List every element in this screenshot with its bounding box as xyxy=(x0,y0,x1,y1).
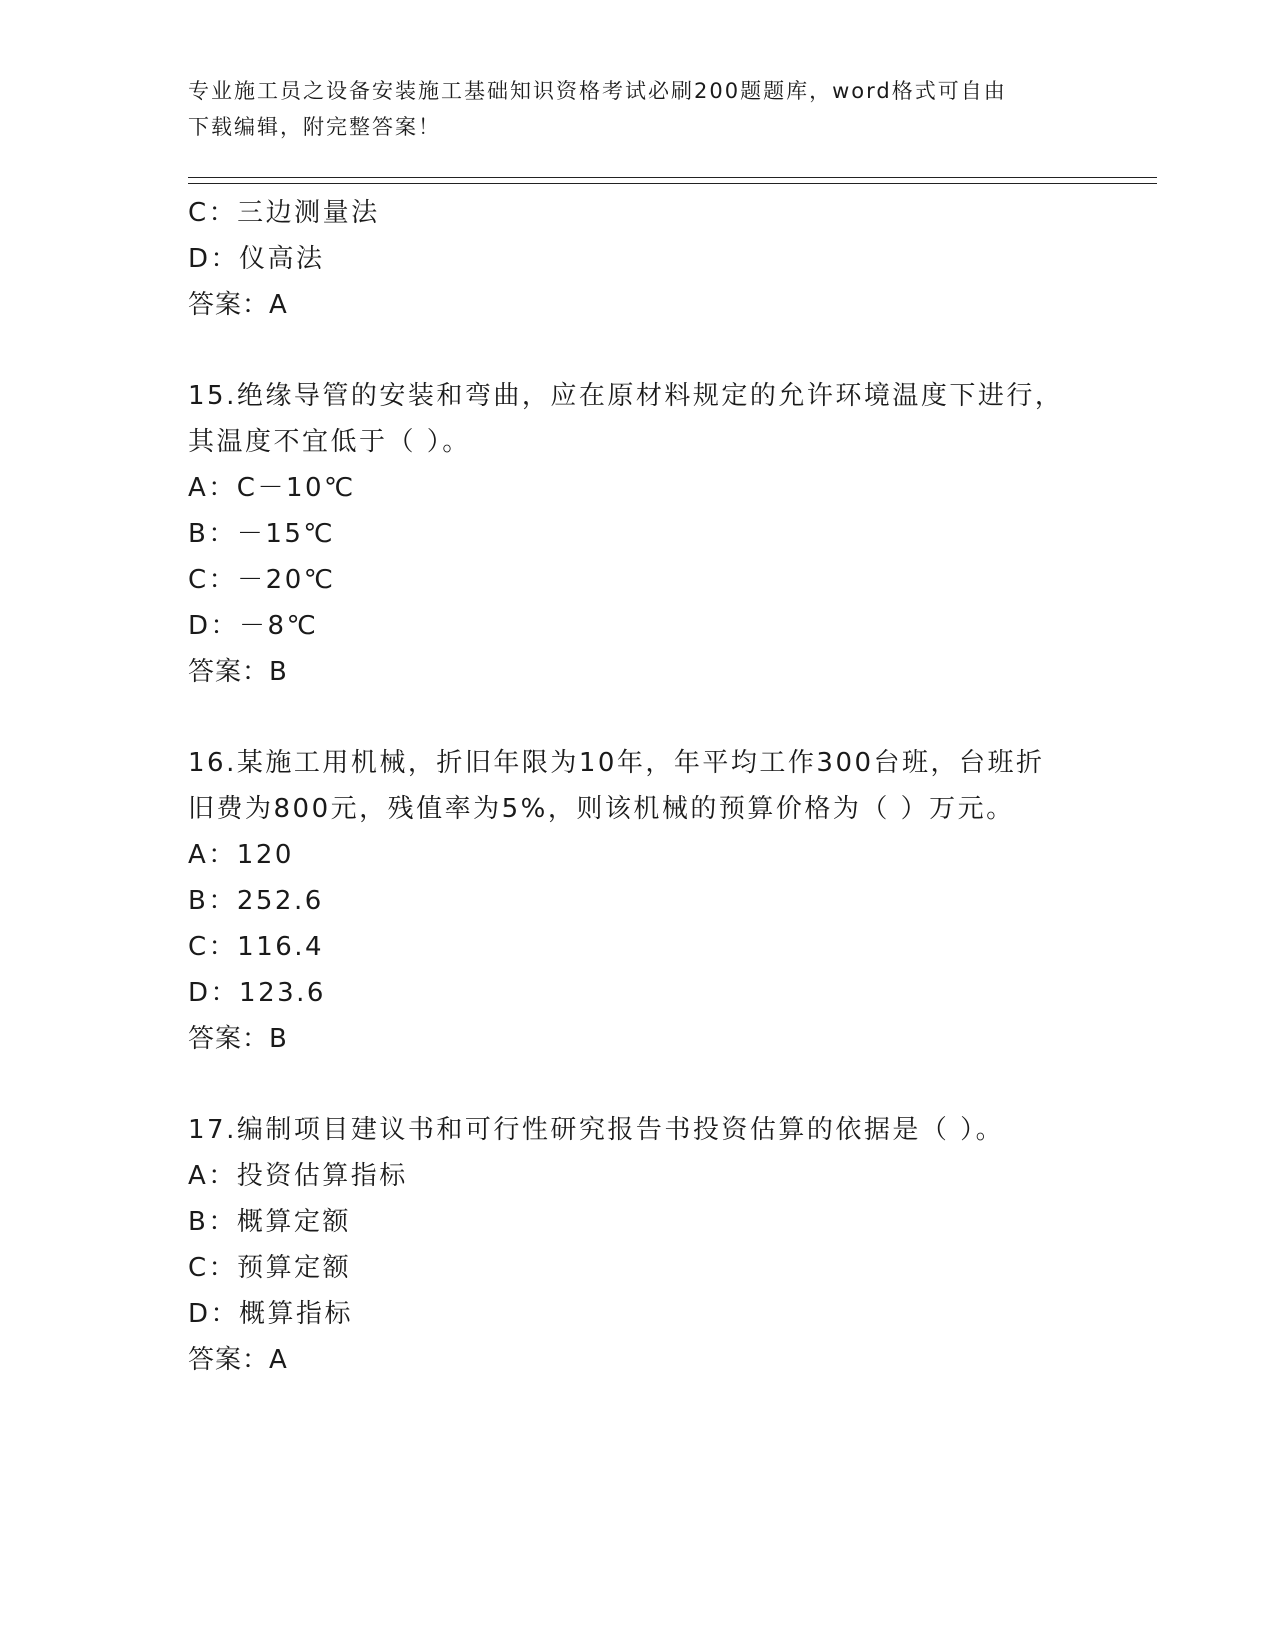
question-stem: 旧费为800元，残值率为5%，则该机械的预算价格为（ ）万元。 xyxy=(188,794,1015,824)
header-divider-bottom xyxy=(188,183,1157,184)
answer-line: 答案：A xyxy=(188,290,288,320)
question-15 xyxy=(188,373,1088,695)
option-c: C：－20℃ xyxy=(188,565,336,595)
question-stem: 17.编制项目建议书和可行性研究报告书投资估算的依据是（ ）。 xyxy=(188,1115,1005,1145)
header-line-1: 专业施工员之设备安装施工基础知识资格考试必刷200题题库，word格式可自由 xyxy=(188,79,1007,103)
option-b: B：－15℃ xyxy=(188,519,336,549)
question-stem: 其温度不宜低于（ ）。 xyxy=(188,427,471,457)
option-d: D：123.6 xyxy=(188,978,326,1008)
question-16 xyxy=(188,740,1088,1062)
header-divider-top xyxy=(188,177,1157,178)
option-a: A：投资估算指标 xyxy=(188,1161,408,1191)
answer-line: 答案：B xyxy=(188,657,288,687)
option-c: C：预算定额 xyxy=(188,1253,352,1283)
option-b: B：概算定额 xyxy=(188,1207,351,1237)
option-d: D：－8℃ xyxy=(188,611,319,641)
option-d: D：概算指标 xyxy=(188,1299,354,1329)
answer-line: 答案：B xyxy=(188,1024,288,1054)
question-list xyxy=(188,190,1088,1383)
option-a: A：120 xyxy=(188,840,294,870)
question-stem: 16.某施工用机械，折旧年限为10年，年平均工作300台班，台班折 xyxy=(188,748,1045,778)
question-17 xyxy=(188,1107,1088,1383)
question-14-tail xyxy=(188,190,1088,328)
header-line-2: 下载编辑，附完整答案！ xyxy=(188,115,441,139)
option-a: A：C－10℃ xyxy=(188,473,356,503)
option-c: C：三边测量法 xyxy=(188,198,380,228)
option-b: B：252.6 xyxy=(188,886,324,916)
answer-line: 答案：A xyxy=(188,1345,288,1375)
option-c: C：116.4 xyxy=(188,932,325,962)
option-d: D：仪高法 xyxy=(188,244,325,274)
document-header xyxy=(188,73,1088,145)
question-stem: 15.绝缘导管的安装和弯曲，应在原材料规定的允许环境温度下进行， xyxy=(188,381,1064,411)
